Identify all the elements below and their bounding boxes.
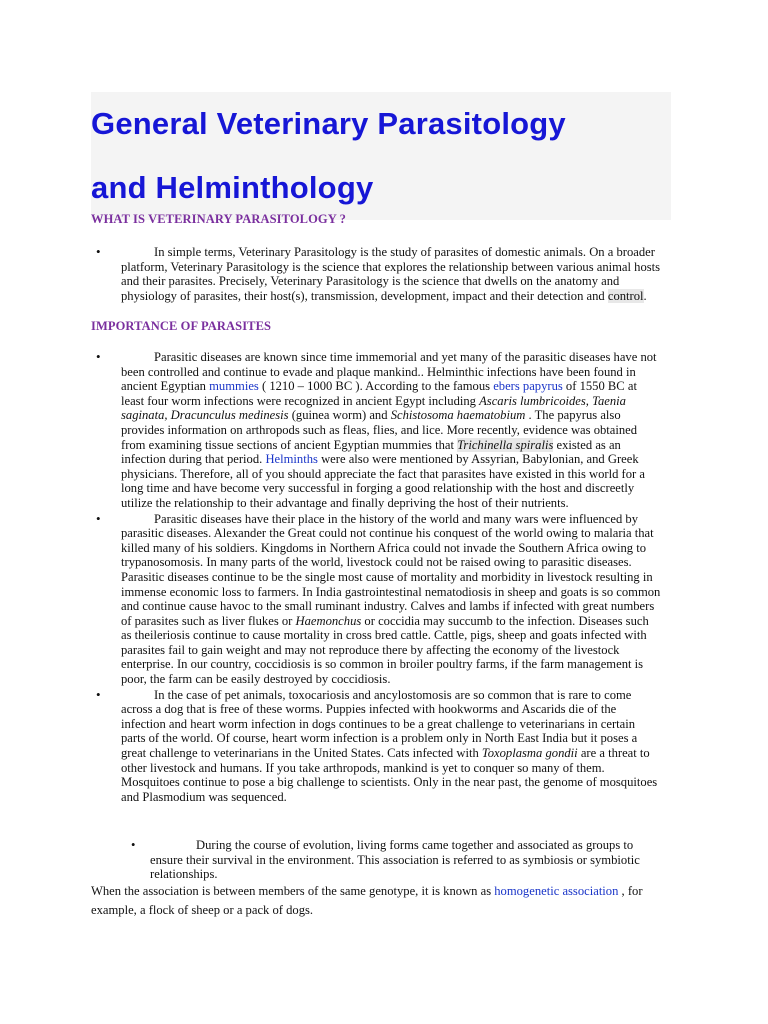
bullet-glyph: • — [96, 349, 101, 364]
bullet-glyph: • — [131, 838, 136, 852]
list-item — [91, 688, 661, 805]
bullet-glyph: • — [96, 244, 101, 259]
bullet-glyph: • — [96, 510, 101, 526]
list-item — [91, 838, 661, 882]
text-run: Parasitic diseases are known since time immemorial and yet many of the parasitic diseases have not been controlled and continue to evade and plaque mankind.. Helminthic infections have been found in ancient Egyptian — [121, 350, 657, 394]
section-heading-importance: IMPORTANCE OF PARASITES — [91, 319, 272, 333]
text-run: Parasitic diseases have their place in the history of the world and many wars were influenced by parasitic diseases. Alexander the Great could not continue his conquest of the world owing to malaria that killed many of his soldiers. Kingdoms in Northern Africa could not invade the Southern Africa owing to trypanosomosis. In many parts of the world, livestock could not be raised owing to parasitic diseases. Parasitic diseases continue to be the single most cause of mortality and morbidity in livestock resulting in immense economic loss to farmers. In India gastrointestinal nematodiosis in sheep and goats is so common and continue cause havoc to the small ruminant industry. Calves and lambs if infected with great numbers of parasites such as liver flukes or — [121, 511, 661, 628]
text-run: . The papyrus also provides information on arthropods such as fleas, flies, and lice. More recently, evidence was obtained from examining tissue sections of ancient Egyptian mummies that — [121, 408, 638, 452]
highlighted-word: control — [607, 288, 644, 303]
list-item — [91, 245, 661, 303]
closing-paragraph — [91, 882, 681, 920]
title-line-2: and Helminthology — [91, 170, 374, 205]
sub-list — [91, 838, 661, 882]
text-run: , for example, a flock of sheep or a pack of dogs. — [91, 884, 643, 917]
link-mummies[interactable]: mummies — [209, 379, 259, 394]
text-run: of 1550 BC at least four worm infections were recognized in ancient Egypt including — [121, 379, 637, 408]
section-heading-what-is: WHAT IS VETERINARY PARASITOLOGY ? — [91, 212, 346, 226]
list-item — [91, 512, 661, 687]
text-run: When the association is between members of the same genotype, it is known as — [91, 884, 495, 898]
text-run: were also were mentioned by Assyrian, Babylonian, and Greek physicians. Therefore, all of you should appreciate the fact that parasites have existed in this world for a long time and have become very successful in forging a good relationship with the host and discreetly utilize the relationship to their advantage and finally depriving the host of their nutrients. — [121, 452, 645, 510]
definition-list — [91, 245, 661, 303]
link-ebers-papyrus[interactable]: ebers papyrus — [493, 379, 563, 394]
text-run: existed as an infection during that period. — [121, 437, 621, 467]
italic-species: Trichinella spiralis — [457, 437, 554, 452]
link-helminths[interactable]: Helminths — [265, 452, 318, 467]
list-item — [91, 350, 661, 511]
importance-list — [91, 350, 661, 805]
italic-species: Schistosoma haematobium — [390, 408, 526, 423]
bullet-glyph: • — [96, 686, 101, 702]
italic-species: Toxoplasma gondii — [481, 746, 578, 761]
document-title — [91, 92, 671, 220]
link-homogenetic-association[interactable]: homogenetic association — [494, 884, 619, 898]
text-run: . — [643, 288, 647, 303]
text-run: In simple terms, Veterinary Parasitology is the study of parasites of domestic animals. On a broader platform, Veterinary Parasitology is the science that explores the relationship between various animal hosts and their parasites. Precisely, Veterinary Parasitology is the science that dwells on the anatomy and physiology of parasites, their host(s), transmission, development, impact and their detection and — [121, 245, 661, 303]
text-run: (guinea worm) and — [288, 408, 391, 423]
text-run: During the course of evolution, living forms came together and associated as groups to ensure their survival in the environment. This association is referred to as symbiosis or symbiotic relationships. — [150, 838, 640, 882]
italic-species: Ascaris lumbricoides, Taenia saginata, Dracunculus medinesis — [121, 393, 626, 423]
text-run: are a threat to other livestock and humans. If you take arthropods, mankind is yet to conquer so many of them. Mosquitoes continue to pose a big challenge to scientists. Only in the near past, the genome of mosquitoes and Plasmodium was sequenced. — [121, 746, 658, 804]
text-run: ( 1210 – 1000 BC ). According to the famous — [258, 379, 494, 394]
italic-species: Haemonchus — [295, 613, 362, 628]
text-run: or coccidia may succumb to the infection. Diseases such as theileriosis continue to cause mortality in cross bred cattle. Cattle, pigs, sheep and goats infected with parasites fail to gain weight and may not reproduce there by affecting the economy of the livestock enterprise. In our country, coccidiosis is so common in broiler poultry farms, if the farm management is poor, the farm can be easily destroyed by coccidiosis. — [121, 613, 649, 687]
text-run: In the case of pet animals, toxocariosis and ancylostomosis are so common that is rare to come across a dog that is free of these worms. Puppies infected with hookworms and Ascarids die of the infection and heart worm infection in dogs continues to be a great challenge to veterinarians in certain parts of the world. Of course, heart worm infection is a problem only in North East India but it poses a great challenge to veterinarians in the United States. Cats infected with — [121, 687, 638, 761]
title-line-1: General Veterinary Parasitology — [91, 106, 566, 141]
